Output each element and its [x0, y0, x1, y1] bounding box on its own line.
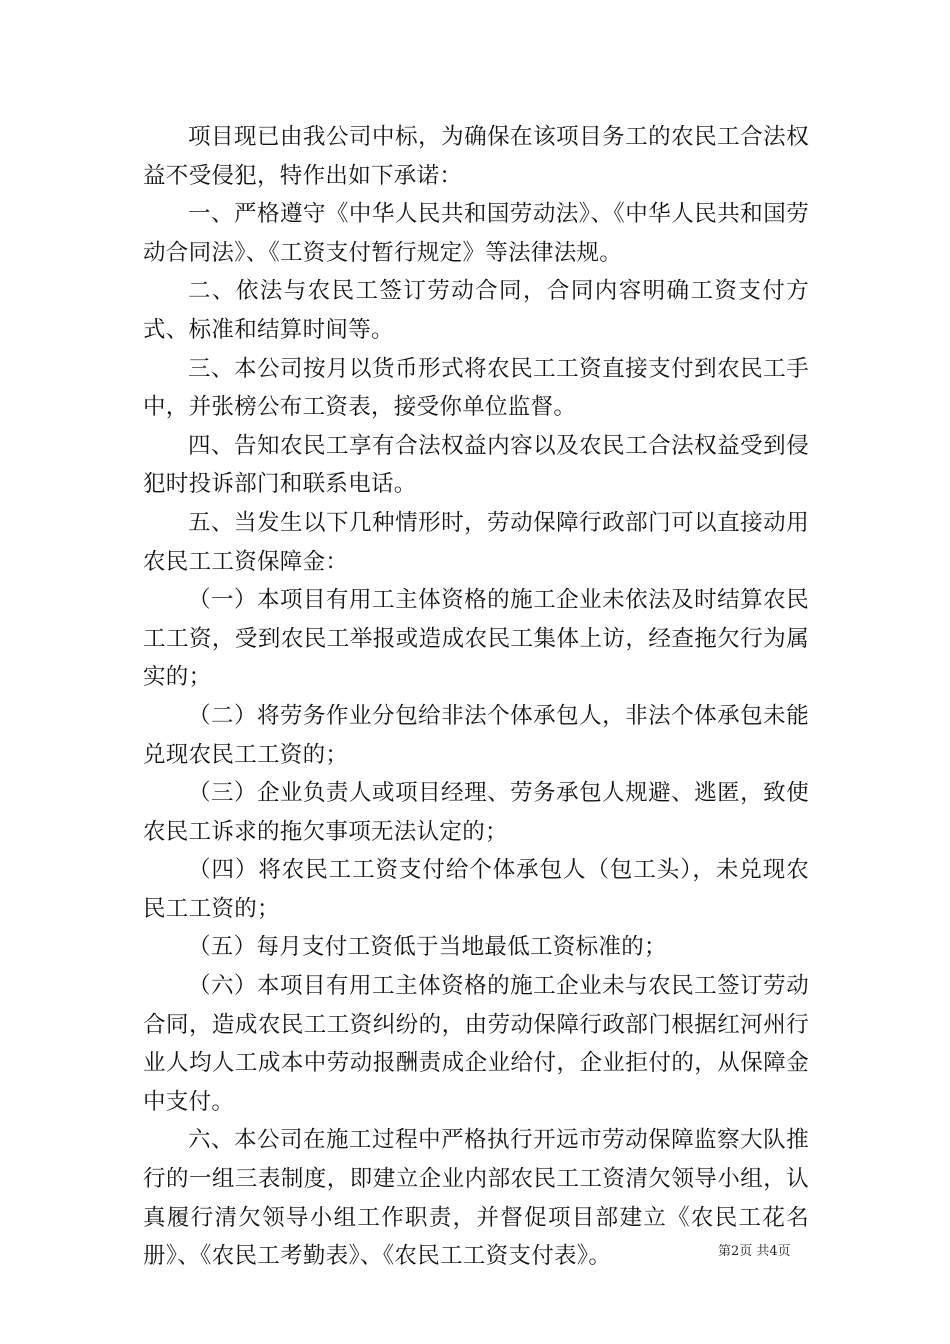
- commitment-2: 二、依法与农民工签订劳动合同，合同内容明确工资支付方式、标准和结算时间等。: [143, 278, 809, 343]
- clause-6: （六）本项目有用工主体资格的施工企业未与农民工签订劳动合同，造成农民工工资纠纷的，由劳动保障行政部门根据红河州行业人均人工成本中劳动报酬责成企业给付，企业拒付的，从保障金中支付。: [143, 973, 809, 1115]
- clause-3: （三）企业负责人或项目经理、劳务承包人规避、逃匿，致使农民工诉求的拖欠事项无法认定的；: [143, 780, 809, 845]
- clause-1: （一）本项目有用工主体资格的施工企业未依法及时结算农民工工资，受到农民工举报或造成农民工集体上访，经查拖欠行为属实的；: [143, 587, 809, 691]
- commitment-6: 六、本公司在施工过程中严格执行开远市劳动保障监察大队推行的一组三表制度，即建立企业内部农民工工资清欠领导小组，认真履行清欠领导小组工作职责，并督促项目部建立《农民工花名册》、《农民工考勤表》、《农民工工资支付表》。: [143, 1127, 809, 1270]
- commitment-4: 四、告知农民工享有合法权益内容以及农民工合法权益受到侵犯时投诉部门和联系电话。: [143, 432, 809, 498]
- commitment-3: 三、本公司按月以货币形式将农民工工资直接支付到农民工手中，并张榜公布工资表，接受你单位监督。: [143, 355, 809, 421]
- intro-paragraph: 项目现已由我公司中标，为确保在该项目务工的农民工合法权益不受侵犯，特作出如下承诺：: [143, 124, 809, 189]
- page-number-footer: 第2页 共4页: [718, 1244, 791, 1259]
- commitment-5: 五、当发生以下几种情形时，劳动保障行政部门可以直接动用农民工工资保障金：: [143, 509, 809, 575]
- clause-4: （四）将农民工工资支付给个体承包人（包工头），未兑现农民工工资的；: [143, 857, 809, 922]
- commitment-1: 一、严格遵守《中华人民共和国劳动法》、《中华人民共和国劳动合同法》、《工资支付暂行规定》等法律法规。: [143, 201, 809, 266]
- clause-2: （二）将劳务作业分包给非法个体承包人，非法个体承包未能兑现农民工工资的；: [143, 702, 809, 768]
- document-body: [143, 118, 809, 1276]
- clause-5: （五）每月支付工资低于当地最低工资标准的；: [188, 934, 667, 961]
